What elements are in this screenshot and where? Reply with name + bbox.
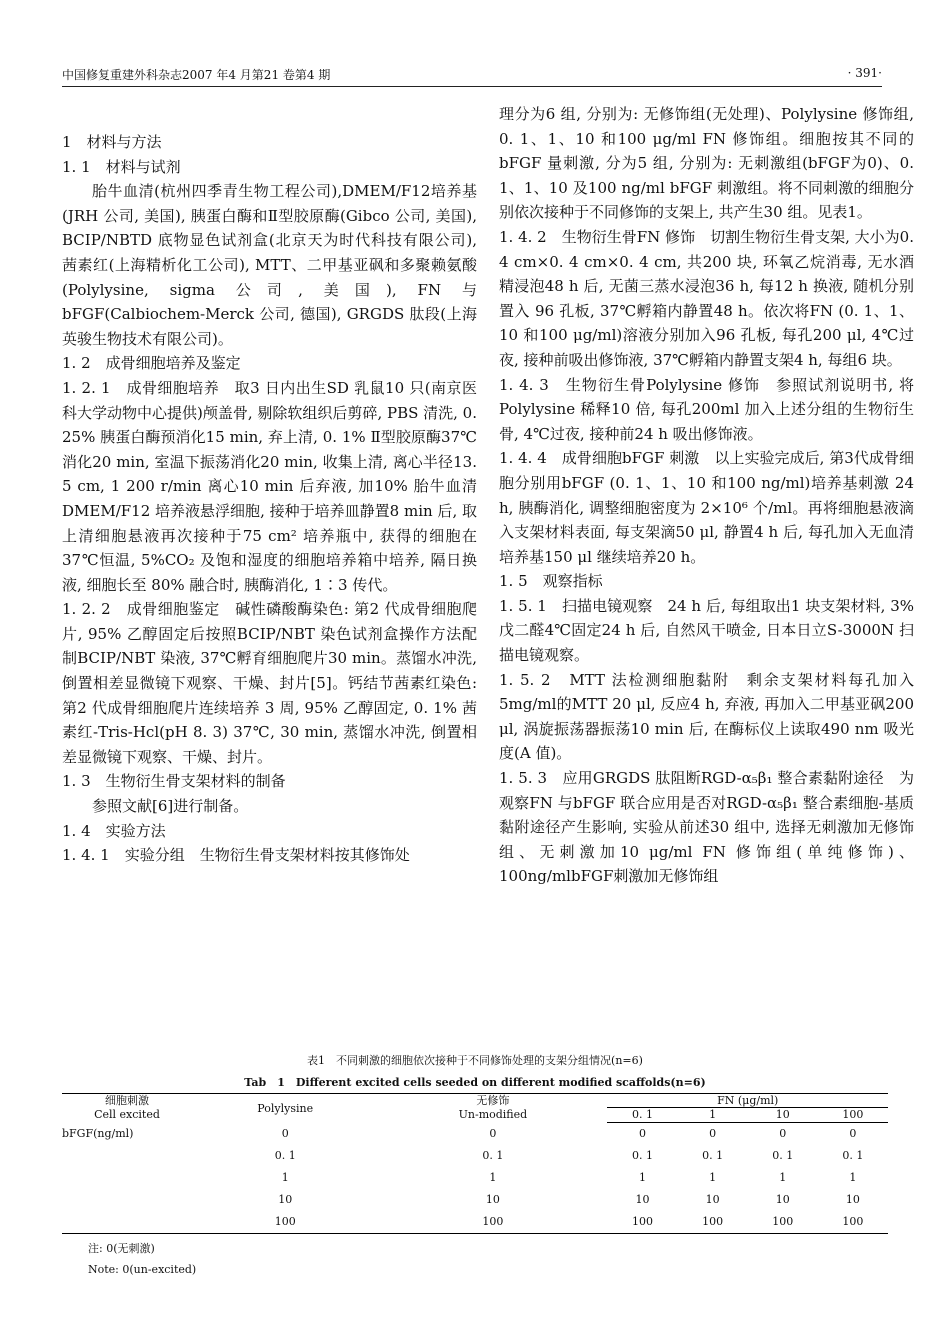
header-cell-excited-en: Cell excited: [94, 1108, 160, 1121]
table-note-cn: 注: 0(无刺激): [88, 1242, 155, 1255]
table-cell: 1: [281, 1171, 289, 1184]
page-number: · 391·: [847, 66, 882, 80]
table-cell: 1: [639, 1171, 646, 1184]
paragraph: 1. 5. 3 应用GRGDS 肽阻断RGD-α₅β₁ 整合素黏附途径 为观察FN 与bFGF 联合应用是否对RGD-α₅β₁ 整合素细胞-基质黏附途径产生影响, 实验从前述30 组中, 选择无刺激加无修饰组、无刺激加10 μg/ml FN 修饰组(单纯修饰)、100ng/mlbFGF刺激加无修饰组: [499, 769, 914, 886]
table-cell: 100: [748, 1211, 818, 1234]
table-cell: 1: [779, 1171, 787, 1184]
header-rule: [62, 86, 882, 87]
table-cell: 10: [845, 1193, 860, 1206]
paragraph: 1. 4. 2 生物衍生骨FN 修饰 切割生物衍生骨支架, 大小为0. 4 cm×0. 4 cm×0. 4 cm, 共200 块, 环氧乙烷消毒, 无水酒精浸泡48 h 后, 无菌三蒸水浸泡36 h, 每12 h 换液, 随机分别置入 96 孔板, 37℃孵箱内静置48 h。依次将FN (0. 1、1、10 和100 μg/ml)溶液分别加入96 孔板, 每孔200 μl, 4℃过夜, 接种前吸出修饰液, 37℃孵箱内静置支架4 h, 每组6 块。: [499, 227, 914, 369]
subsection-heading: 1. 1 材料与试剂: [62, 157, 181, 176]
section-heading: 1 材料与方法: [62, 133, 162, 151]
header-cell-excited-cn: 细胞刺激: [105, 1094, 149, 1107]
table-cell: 1: [849, 1171, 857, 1184]
table-caption-cn: 表1 不同刺激的细胞依次接种于不同修饰处理的支架分组情况(n=6): [307, 1054, 643, 1067]
row-label: [62, 1189, 192, 1211]
paragraph: 1. 2. 1 成骨细胞培养 取3 日内出生SD 乳鼠10 只(南京医科大学动物中心提供)颅盖骨, 剔除软组织后剪碎, PBS 清洗, 0. 25% 胰蛋白酶预消化15 min, 弃上清, 0. 1% Ⅱ型胶原酶37℃消化20 min, 室温下振荡消化20 min, 收集上清, 离心半径13. 5 cm, 1 200 r/min 离心10 min 后弃液, 加10% 胎牛血清DMEM/F12 培养液悬浮细胞, 接种于培养皿静置8 min 后, 取上清细胞悬液再次接种于75 cm² 培养瓶中, 获得的细胞在37℃恒温, 5%CO₂ 及饱和湿度的细胞培养箱中培养, 隔日换液, 细胞长至 80% 融合时, 胰酶消化, 1∶3 传代。: [62, 378, 477, 594]
table-cell: 0: [639, 1127, 646, 1140]
table-caption-en: Tab 1 Different excited cells seeded on different modified scaffolds(n=6): [244, 1076, 706, 1089]
header-fn-level: 1: [678, 1108, 748, 1122]
table-cell: 0. 1: [842, 1149, 864, 1162]
table-cell: 100: [192, 1211, 378, 1234]
table-cell: 100: [678, 1211, 748, 1234]
table-cell: 0: [779, 1127, 787, 1140]
paragraph: 1. 4. 1 实验分组 生物衍生骨支架材料按其修饰处: [62, 846, 410, 865]
table-row: [62, 1167, 888, 1189]
header-fn: FN (μg/ml): [607, 1094, 888, 1108]
paragraph: 1. 4. 3 生物衍生骨Polylysine 修饰 参照试剂说明书, 将Polylysine 稀释10 倍, 每孔200ml 加入上述分组的生物衍生骨, 4℃过夜, 接种前24 h 吸出修饰液。: [499, 375, 914, 443]
header-cell-excited: [62, 1094, 192, 1123]
table-row: [62, 1145, 888, 1167]
table-cell: 10: [278, 1193, 293, 1206]
row-label: [62, 1167, 192, 1189]
header-unmodified-en: Un-modified: [458, 1108, 528, 1121]
table-cell: 0. 1: [632, 1149, 653, 1162]
table-cell: 10: [705, 1193, 720, 1206]
subsection-heading: 1. 3 生物衍生骨支架材料的制备: [62, 772, 286, 791]
paragraph: 参照文献[6]进行制备。: [92, 797, 249, 816]
table-cell: 0. 1: [702, 1149, 724, 1162]
paragraph: 1. 5. 1 扫描电镜观察 24 h 后, 每组取出1 块支架材料, 3% 戊二醛4℃固定24 h 后, 自然风干喷金, 日本日立S-3000N 扫描电镜观察。: [499, 596, 914, 665]
subsection-heading: 1. 4 实验方法: [62, 821, 166, 840]
table-cell: 0: [489, 1126, 497, 1140]
table-cell: 100: [378, 1211, 607, 1234]
header-unmodified-cn: 无修饰: [476, 1094, 510, 1107]
table-cell: 0: [281, 1126, 289, 1140]
table-cell: 10: [775, 1193, 790, 1206]
table-note-en: Note: 0(un-excited): [88, 1263, 197, 1276]
table-cell: 10: [485, 1193, 500, 1206]
header-fn-level: 0. 1: [607, 1108, 677, 1122]
right-column: [499, 102, 914, 889]
paragraph: 理分为6 组, 分别为: 无修饰组(无处理)、Polylysine 修饰组, 0. 1、1、10 和100 μg/ml FN 修饰组。细胞按其不同的bFGF 量刺激, 分为5 组, 分别为: 无刺激组(bFGF为0)、0. 1、1、10 及100 ng/ml bFGF 刺激组。将不同刺激的细胞分别依次接种于不同修饰的支架上, 共产生30 组。见表1。: [499, 105, 914, 222]
subsection-heading: 1. 2 成骨细胞培养及鉴定: [62, 354, 241, 373]
table-row: [62, 1189, 888, 1211]
header-polylysine: Polylysine: [192, 1094, 378, 1123]
table-cell: 0. 1: [772, 1149, 794, 1162]
table-cell: 0. 1: [274, 1149, 296, 1162]
row-label: [62, 1145, 192, 1167]
table-cell: 0: [709, 1127, 717, 1140]
subsection-heading: 1. 5 观察指标: [499, 572, 603, 591]
table-row: [62, 1211, 888, 1234]
header-fn-level: 10: [748, 1108, 818, 1122]
table-cell: 1: [489, 1171, 497, 1184]
table-row: [62, 1122, 888, 1145]
row-label: [62, 1211, 192, 1234]
header-fn-level: 100: [818, 1108, 888, 1122]
group-table: [62, 1093, 888, 1234]
table-cell: 0. 1: [482, 1149, 504, 1162]
table-cell: 100: [607, 1211, 677, 1234]
header-unmodified: [378, 1094, 607, 1123]
left-column: [62, 102, 477, 868]
row-label: bFGF(ng/ml): [62, 1126, 134, 1140]
table-cell: 1: [709, 1171, 717, 1184]
paragraph: 1. 4. 4 成骨细胞bFGF 刺激 以上实验完成后, 第3代成骨细胞分别用bFGF (0. 1、1、10 和100 ng/ml)培养基刺激 24 h, 胰酶消化, 调整细胞密度为 2×10⁶ 个/ml。再将细胞悬液滴入支架材料表面, 每支架滴50 μl, 静置4 h 后, 每孔加入无血清培养基150 μl 继续培养20 h。: [499, 449, 914, 566]
paragraph: 1. 2. 2 成骨细胞鉴定 碱性磷酸酶染色: 第2 代成骨细胞爬片, 95% 乙醇固定后按照BCIP/NBT 染色试剂盒操作方法配制BCIP/NBT 染液, 37℃孵育细胞爬片30 min。蒸馏水冲洗, 倒置相差显微镜下观察、干燥、封片[5]。钙结节茜素红染色: 第2 代成骨细胞爬片连续培养 3 周, 95% 乙醇固定, 0. 1% 茜素红-Tris-Hcl(pH 8. 3) 37℃, 30 min, 蒸馏水冲洗, 倒置相差显微镜下观察、干燥、封片。: [62, 600, 477, 766]
table-cell: 100: [818, 1211, 888, 1234]
table-cell: 0: [849, 1127, 857, 1140]
paragraph: 1. 5. 2 MTT 法检测细胞黏附 剩余支架材料每孔加入5mg/ml的MTT 20 μl, 反应4 h, 弃液, 再加入二甲基亚砜200 μl, 涡旋振荡器振荡10 min 后, 在酶标仪上读取490 nm 吸光度(A 值)。: [499, 670, 914, 763]
paragraph: 胎牛血清(杭州四季青生物工程公司),DMEM/F12培养基(JRH 公司, 美国), 胰蛋白酶和Ⅱ型胶原酶(Gibco 公司, 美国), BCIP/NBTD 底物显色试剂盒(北京天为时代科技有限公司), 茜素红(上海精析化工公司), MTT、二甲基亚砜和多聚赖氨酸(Polylysine, sigma 公司, 美国), FN 与 bFGF(Calbiochem-Merck 公司, 德国), GRGDS 肽段(上海英骏生物技术有限公司)。: [62, 182, 477, 348]
running-header: 中国修复重建外科杂志2007 年4 月第21 卷第4 期: [62, 68, 331, 82]
table-cell: 10: [635, 1193, 650, 1206]
